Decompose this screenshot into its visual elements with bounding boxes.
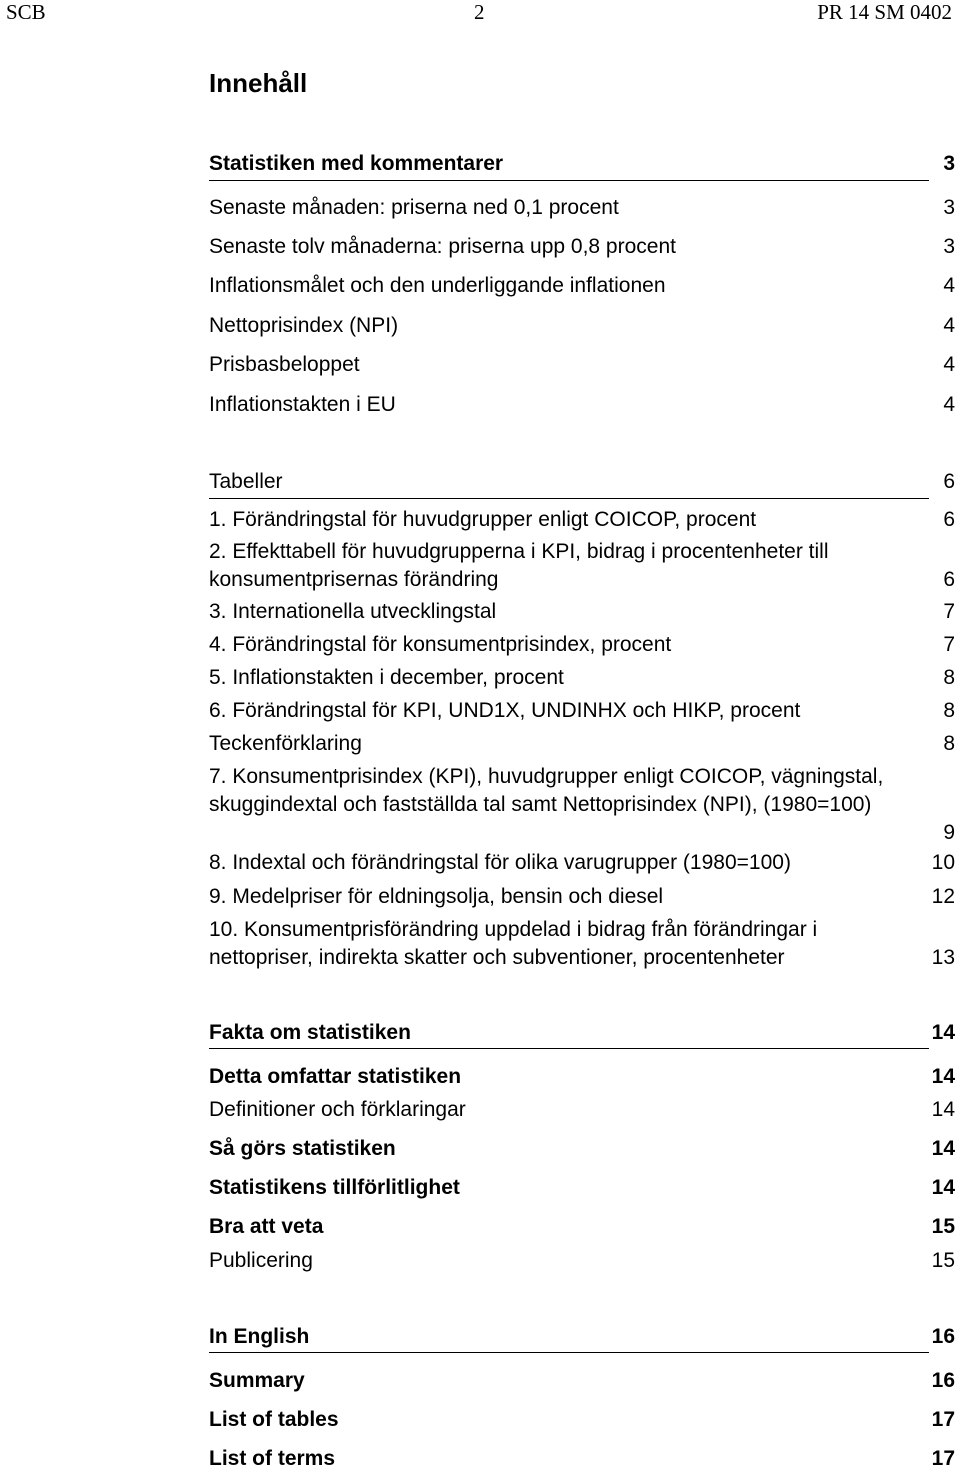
toc-entry[interactable] [209, 1063, 955, 1091]
toc-entry-text: 3. Internationella utvecklingstal [209, 600, 497, 623]
toc-entry[interactable] [209, 194, 955, 222]
toc-page-number: 12 [931, 885, 955, 908]
toc-entry-text: Så görs statistiken [209, 1137, 396, 1160]
toc-entry[interactable] [209, 1135, 955, 1163]
page-title: Innehåll [209, 68, 308, 98]
toc-page-number: 16 [931, 1369, 955, 1392]
toc-entry-text: Statistikens tillförlitlighet [209, 1176, 460, 1199]
section-divider [209, 1352, 929, 1353]
toc-entry-text: 2. Effekttabell för huvudgrupperna i KPI, bidrag i procentenheter till konsumentprisernas förändring [209, 540, 829, 591]
toc-entry[interactable] [209, 883, 955, 911]
toc-entry-text: Nettoprisindex (NPI) [209, 314, 399, 337]
toc-page-number: 17 [931, 1408, 955, 1431]
toc-page-number: 7 [943, 633, 955, 656]
toc-entry-text: Senaste tolv månaderna: priserna upp 0,8 procent [209, 235, 676, 258]
toc-entry[interactable] [209, 391, 955, 419]
toc-entry[interactable] [209, 1174, 955, 1202]
toc-page-number: 14 [931, 1065, 955, 1088]
toc-entry[interactable] [209, 1247, 955, 1275]
toc-entry[interactable] [209, 1367, 955, 1395]
toc-page-number: 3 [943, 152, 955, 175]
toc-section-heading[interactable] [209, 150, 955, 178]
section-divider [209, 498, 929, 499]
toc-entry-text: 7. Konsumentprisindex (KPI), huvudgrupper enligt COICOP, vägningstal, skuggindextal och fastställda tal samt Nettoprisindex (NPI), (1980=100) [209, 765, 884, 816]
toc-entry-text: 10. Konsumentprisförändring uppdelad i bidrag från förändringar i nettopriser, indirekta skatter och subventioner, procentenheter [209, 918, 818, 969]
toc-page-number: 8 [943, 699, 955, 722]
toc-page-number: 14 [931, 1021, 955, 1044]
toc-page-number: 15 [931, 1249, 955, 1272]
toc-page-number: 3 [943, 235, 955, 258]
toc-page-number: 8 [943, 666, 955, 689]
toc-entry-text: Senaste månaden: priserna ned 0,1 procent [209, 196, 619, 219]
section-divider [209, 1048, 929, 1049]
toc-entry-text: Inflationstakten i EU [209, 393, 396, 416]
toc-entry-text: List of tables [209, 1408, 339, 1431]
toc-section-heading[interactable] [209, 1323, 955, 1351]
toc-page-number: 14 [931, 1176, 955, 1199]
toc-entry[interactable] [209, 1445, 955, 1473]
toc-entry-text: 5. Inflationstakten i december, procent [209, 666, 564, 689]
toc-page-number: 4 [943, 393, 955, 416]
toc-page-number: 8 [943, 732, 955, 755]
toc-page-number: 14 [931, 1137, 955, 1160]
toc-page-number: 4 [943, 353, 955, 376]
toc-page-number: 6 [943, 470, 955, 493]
toc-page-number: 3 [943, 196, 955, 219]
toc-entry[interactable] [209, 506, 955, 534]
toc-entry[interactable] [209, 631, 955, 659]
toc-heading-text: In English [209, 1325, 310, 1348]
toc-entry-text: 6. Förändringstal för KPI, UND1X, UNDINHX och HIKP, procent [209, 699, 801, 722]
toc-heading-text: Tabeller [209, 470, 283, 493]
toc-entry[interactable] [209, 730, 955, 758]
toc-page-number: 6 [943, 508, 955, 531]
toc-entry[interactable] [209, 538, 955, 594]
toc-entry-text: Bra att veta [209, 1215, 324, 1238]
toc-entry-text: 8. Indextal och förändringstal för olika varugrupper (1980=100) [209, 851, 791, 874]
toc-entry[interactable] [209, 1096, 955, 1124]
toc-entry[interactable] [209, 272, 955, 300]
toc-entry[interactable] [209, 233, 955, 261]
toc-heading-text: Statistiken med kommentarer [209, 152, 504, 175]
toc-page-number: 7 [943, 600, 955, 623]
toc-section-heading[interactable] [209, 1019, 955, 1047]
toc-entry-text: Definitioner och förklaringar [209, 1098, 466, 1121]
toc-entry[interactable] [209, 351, 955, 379]
toc-page-number: 4 [943, 314, 955, 337]
toc-page-number: 9 [943, 821, 955, 844]
toc-entry[interactable] [209, 312, 955, 340]
toc-page-number: 10 [931, 851, 955, 874]
toc-page-number: 17 [931, 1447, 955, 1470]
section-divider [209, 180, 929, 181]
toc-entry-text: 9. Medelpriser för eldningsolja, bensin och diesel [209, 885, 664, 908]
toc-entry-text: 4. Förändringstal för konsumentprisindex, procent [209, 633, 672, 656]
toc-page-number: 13 [931, 946, 955, 969]
toc-entry[interactable] [209, 1213, 955, 1241]
toc-entry-text: Prisbasbeloppet [209, 353, 360, 376]
toc-entry-text: 1. Förändringstal för huvudgrupper enligt COICOP, procent [209, 508, 757, 531]
toc-entry[interactable] [209, 849, 955, 877]
toc-page-number: 4 [943, 274, 955, 297]
toc-entry[interactable] [209, 1406, 955, 1434]
toc-entry-text: Teckenförklaring [209, 732, 362, 755]
toc-page-number: 6 [943, 568, 955, 591]
toc-entry[interactable] [209, 697, 955, 725]
toc-entry-text: Inflationsmålet och den underliggande inflationen [209, 274, 666, 297]
toc-entry[interactable] [209, 763, 955, 847]
toc-heading-text: Fakta om statistiken [209, 1021, 411, 1044]
toc-entry-text: Summary [209, 1369, 305, 1392]
header-page-number: 2 [474, 0, 485, 24]
toc-entry[interactable] [209, 664, 955, 692]
toc-page-number: 15 [931, 1215, 955, 1238]
toc-page-number: 16 [931, 1325, 955, 1348]
toc-entry-text: Publicering [209, 1249, 313, 1272]
header-report-code: PR 14 SM 0402 [817, 0, 952, 24]
header-agency: SCB [6, 0, 46, 24]
toc-section-heading[interactable] [209, 468, 955, 496]
toc-entry-text: Detta omfattar statistiken [209, 1065, 462, 1088]
toc-page-number: 14 [931, 1098, 955, 1121]
toc-entry[interactable] [209, 598, 955, 626]
toc-entry-text: List of terms [209, 1447, 336, 1470]
toc-entry[interactable] [209, 916, 955, 972]
